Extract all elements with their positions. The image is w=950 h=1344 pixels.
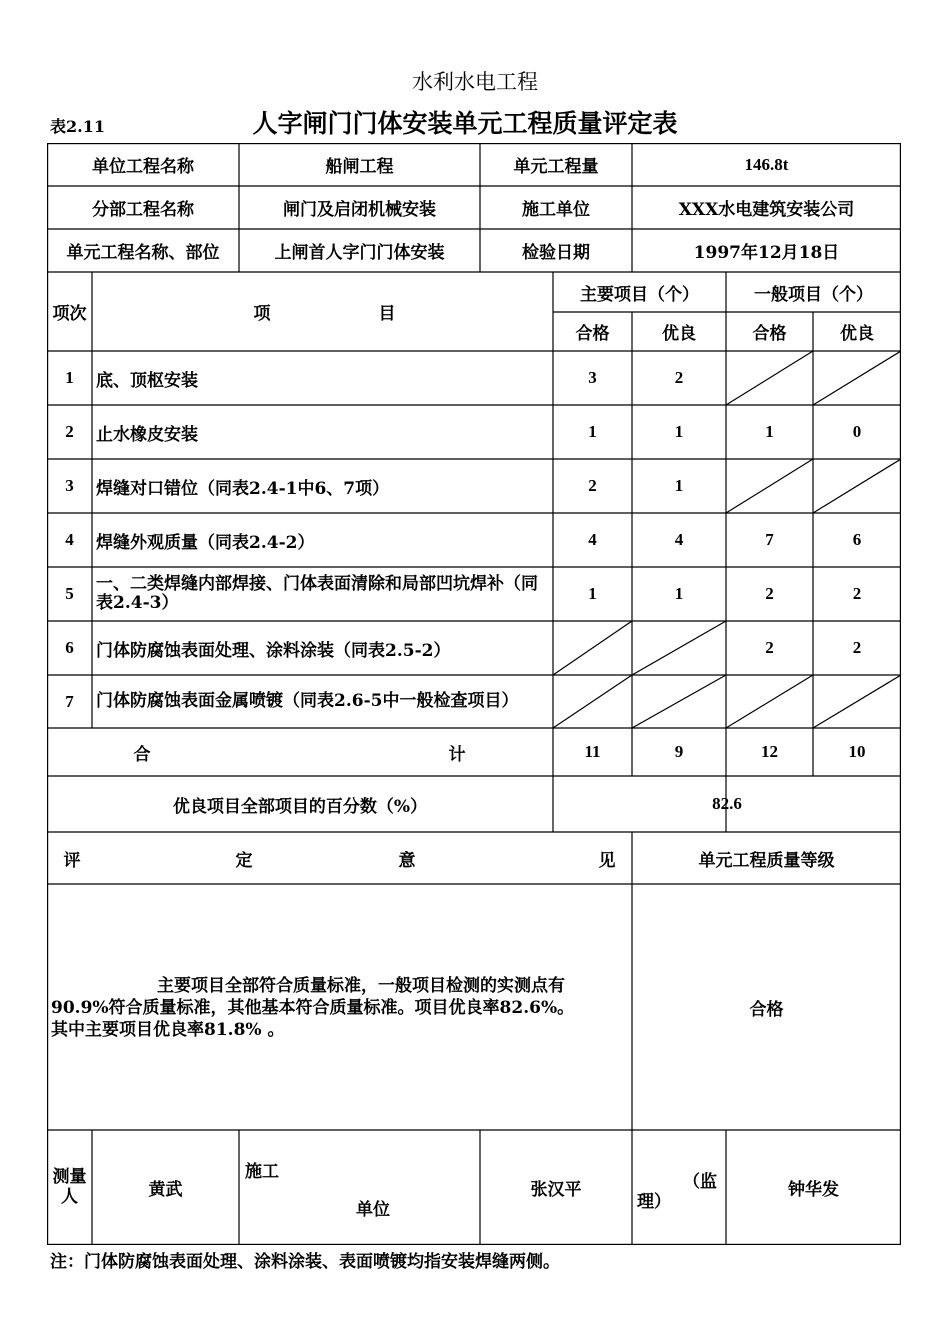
main-good-count: 1	[674, 584, 684, 603]
main-good-header: 优良	[662, 324, 696, 344]
total-label-char-2: 计	[448, 744, 466, 765]
general-pass-count: 7	[765, 530, 774, 549]
general-good-count: 2	[852, 584, 862, 603]
construction-person: 张汉平	[530, 1180, 582, 1200]
general-pass-count: 1	[765, 422, 774, 441]
supervisor-label-line2: 理）	[637, 1192, 671, 1212]
sub-project-label: 分部工程名称	[92, 200, 194, 220]
quality-grade-label: 单元工程质量等级	[698, 850, 835, 871]
main-pass-count: 4	[588, 530, 597, 549]
opinion-label-char-2: 定	[235, 850, 253, 871]
main-good-count: 4	[674, 530, 684, 549]
main-pass-count: 3	[588, 368, 597, 387]
item-header-char-1: 项	[253, 304, 271, 324]
contractor-label: 施工单位	[522, 200, 590, 220]
general-good-count: 6	[852, 530, 862, 549]
item-no: 4	[65, 530, 74, 549]
unit-project-label: 单位工程名称	[92, 157, 194, 177]
document-main-title: 人字闸门门体安装单元工程质量评定表	[252, 109, 678, 138]
contractor-value: XXX水电建筑安装公司	[678, 200, 855, 220]
total-general-pass: 12	[761, 742, 778, 761]
total-main-pass: 11	[584, 742, 601, 761]
construction-label-line2: 单位	[356, 1200, 390, 1220]
assessment-opinion-text	[51, 975, 629, 1041]
opinion-line: 主要项目全部符合质量标准，一般项目检测的实测点有	[157, 976, 565, 996]
good-percent-value: 82.6	[712, 794, 742, 813]
surveyor-label: 测量人	[52, 1166, 87, 1207]
general-items-header: 一般项目（个）	[754, 284, 873, 305]
item-no-header: 项次	[52, 304, 87, 324]
item-no: 3	[65, 476, 74, 495]
general-pass-count: 2	[765, 584, 774, 603]
general-good-count: 2	[852, 638, 862, 657]
main-pass-header: 合格	[575, 324, 610, 344]
item-name: 底、顶枢安装	[96, 370, 198, 391]
total-main-good: 9	[674, 742, 684, 761]
unit-project-value: 船闸工程	[325, 157, 394, 177]
general-pass-header: 合格	[752, 324, 787, 344]
inspection-date-value: 1997年12月18日	[693, 243, 840, 263]
total-general-good: 10	[848, 742, 866, 761]
opinion-label-char-3: 意	[398, 850, 416, 871]
opinion-line: 其中主要项目优良率81.8% 。	[51, 1020, 285, 1040]
item-no: 2	[65, 422, 74, 441]
main-good-count: 1	[674, 476, 684, 495]
footnote: 注：门体防腐蚀表面处理、涂料涂装、表面喷镀均指安装焊缝两侧。	[50, 1252, 560, 1272]
good-percent-label: 优良项目全部项目的百分数（%）	[172, 796, 428, 817]
sub-project-value: 闸门及启闭机械安装	[283, 200, 436, 220]
item-name: 焊缝对口错位（同表2.4-1中6、7项）	[96, 478, 390, 499]
item-no: 1	[65, 368, 74, 387]
item-name: 焊缝外观质量（同表2.4-2）	[96, 532, 315, 553]
surveyor-name: 黄武	[148, 1180, 183, 1200]
opinion-label-char-1: 评	[63, 850, 81, 871]
quality-grade-value: 合格	[749, 999, 784, 1020]
supervisor-label-line1: （监	[683, 1172, 717, 1192]
quality-assessment-form	[47, 143, 901, 1245]
main-items-header: 主要项目（个）	[580, 284, 699, 305]
main-pass-count: 1	[588, 422, 597, 441]
main-pass-count: 1	[588, 584, 597, 603]
total-label-char-1: 合	[133, 744, 151, 765]
item-no: 7	[65, 691, 74, 711]
item-no: 5	[65, 584, 74, 603]
item-header-char-2: 目	[378, 304, 396, 324]
general-pass-count: 2	[765, 638, 774, 657]
document-top-title: 水利水电工程	[412, 70, 538, 94]
item-name: 门体防腐蚀表面金属喷镀（同表2.6-5中一般检查项目）	[96, 691, 519, 712]
item-name: 一、二类焊缝内部焊接、门体表面清除和局部凹坑焊补（同表2.4-3）	[96, 574, 538, 613]
item-name: 门体防腐蚀表面处理、涂料涂装（同表2.5-2）	[96, 640, 451, 661]
main-good-count: 1	[674, 422, 684, 441]
unit-quantity-label: 单元工程量	[513, 157, 599, 177]
opinion-line: 90.9%符合质量标准，其他基本符合质量标准。项目优良率82.6%。	[51, 998, 575, 1018]
table-number: 表2.11	[50, 117, 105, 136]
general-good-count: 0	[852, 422, 862, 441]
inspection-date-label: 检验日期	[522, 243, 590, 263]
construction-label-line1: 施工	[245, 1162, 279, 1182]
item-name: 止水橡皮安装	[96, 424, 198, 445]
item-no: 6	[65, 638, 74, 657]
main-good-count: 2	[674, 368, 684, 387]
element-value: 上闸首人字门门体安装	[274, 243, 445, 263]
element-label: 单元工程名称、部位	[66, 243, 220, 263]
general-good-header: 优良	[840, 324, 874, 344]
supervisor-person: 钟华发	[788, 1180, 839, 1200]
opinion-label-char-4: 见	[598, 850, 616, 871]
main-pass-count: 2	[588, 476, 597, 495]
unit-quantity-value: 146.8t	[744, 154, 789, 174]
